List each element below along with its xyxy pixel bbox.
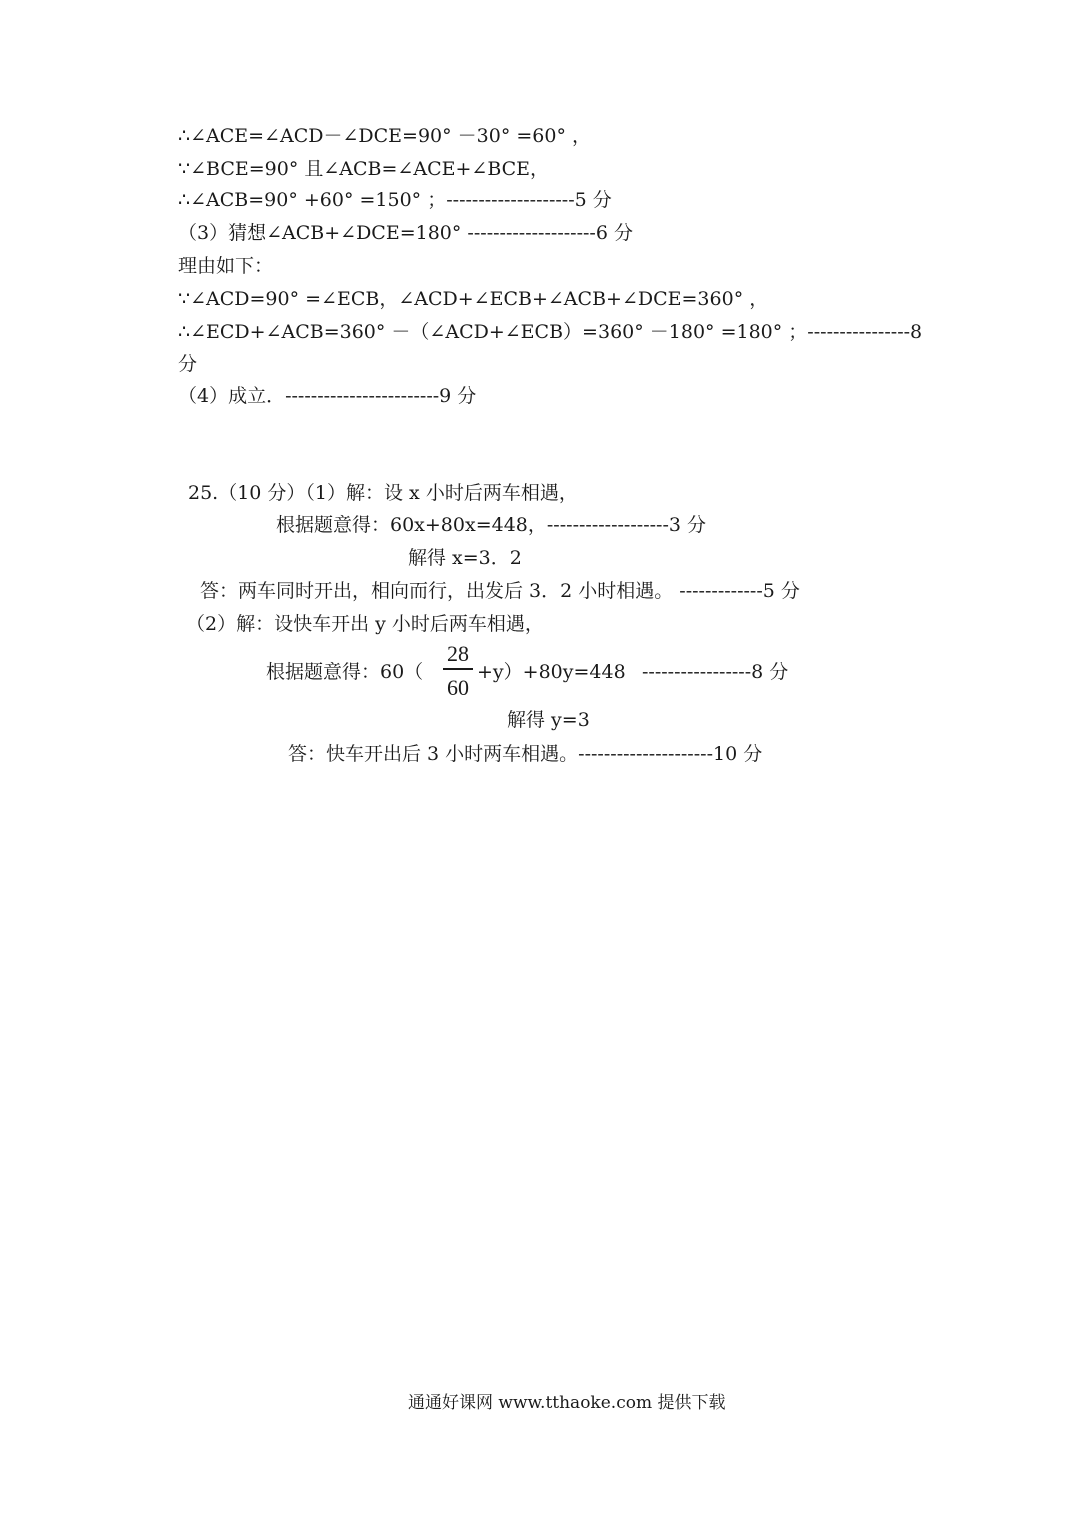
text-line: ∴∠ECD+∠ACB=360° －（∠ACD+∠ECB）=360° －180° =180° ；----------------8 (178, 321, 923, 343)
fraction-numerator: 28 (447, 641, 469, 666)
equation-suffix: +y）+80y=448 (477, 661, 626, 683)
text-line: 解得 y=3 (507, 709, 590, 731)
equation-prefix: 根据题意得：60（ (266, 661, 424, 683)
footer-credit: 通通好课网 www.tthaoke.com 提供下载 (408, 1393, 726, 1413)
text-line: ∵∠ACD=90° =∠ECB，∠ACD+∠ECB+∠ACB+∠DCE=360° ， (178, 288, 769, 310)
fraction-bar (443, 668, 473, 670)
text-line: 解得 x=3．2 (408, 547, 522, 569)
text-line: 根据题意得：60x+80x=448，-------------------3 分 (276, 514, 706, 536)
equation-score: -----------------8 分 (642, 661, 789, 683)
text-line: ∵∠BCE=90° 且∠ACB=∠ACE+∠BCE， (178, 158, 550, 180)
text-line: ∴∠ACB=90° +60° =150° ；--------------------5 分 (178, 189, 612, 211)
text-line: 理由如下： (178, 255, 274, 277)
fraction-denominator: 60 (447, 675, 469, 700)
text-line: 答：两车同时开出，相向而行，出发后 3．2 小时相遇。 -------------5 分 (200, 580, 800, 602)
text-line: （3）猜想∠ACB+∠DCE=180° --------------------6 分 (178, 222, 633, 244)
text-line: （4）成立．------------------------9 分 (178, 385, 477, 407)
text-line: ∴∠ACE=∠ACD－∠DCE=90° －30° =60° ， (178, 125, 592, 147)
text-line: 答：快车开出后 3 小时两车相遇。---------------------10 分 (288, 743, 763, 765)
question-heading: 25.（10 分）（1）解：设 x 小时后两车相遇， (188, 482, 578, 504)
text-line: （2）解：设快车开出 y 小时后两车相遇， (186, 613, 544, 635)
text-line: 分 (178, 353, 198, 375)
